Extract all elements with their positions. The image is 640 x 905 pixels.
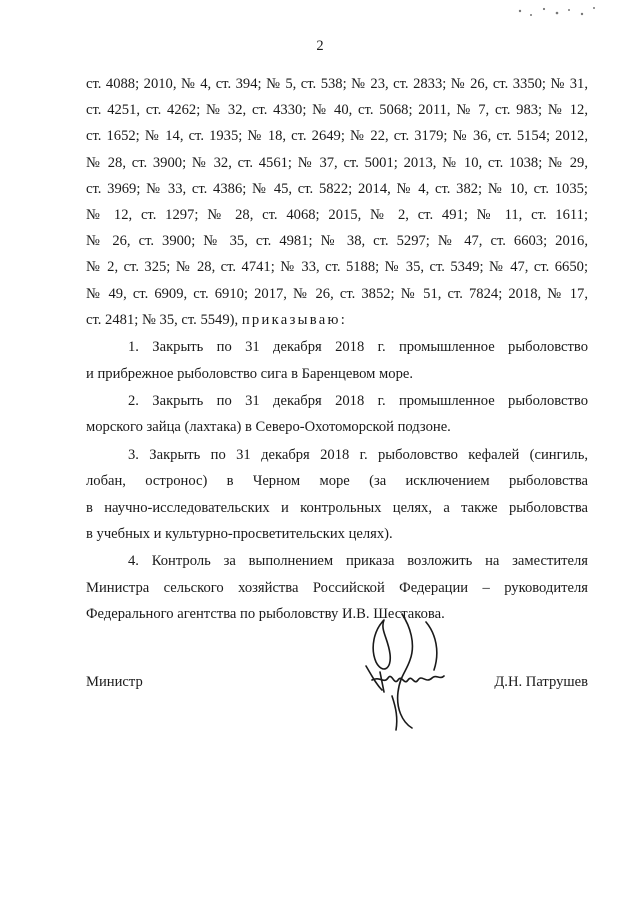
text-line: ст. 1652; № 14, ст. 1935; № 18, ст. 2649; № 22, ст. 3179; № 36, ст. 5154; 2012, (86, 128, 588, 145)
text-line: Федерального агентства по рыболовству И.В. Шестакова. (86, 605, 445, 622)
text-line: лобан, остронос) в Черном море (за исключением рыболовства (86, 473, 588, 490)
text-line: ст. 4251, ст. 4262; № 32, ст. 4330; № 40, ст. 5068; 2011, № 7, ст. 983; № 12, (86, 102, 588, 119)
text-line: ст. 4088; 2010, № 4, ст. 394; № 5, ст. 538; № 23, ст. 2833; № 26, ст. 3350; № 31, (86, 76, 588, 92)
item-first-line: 1. Закрыть по 31 декабря 2018 г. промышленное рыболовство (128, 339, 588, 356)
legal-references (86, 71, 588, 333)
order-word: приказываю (241, 311, 341, 328)
scan-specks (500, 2, 620, 24)
page-number: 2 (316, 38, 324, 54)
text-line: № 28, ст. 3900; № 32, ст. 4561; № 37, ст. 5001; 2013, № 10, ст. 1038; № 29, (86, 154, 588, 171)
signatory-name: Д.Н. Патрушев (494, 674, 588, 690)
position-label: Министр (86, 674, 143, 690)
item-first-line: 4. Контроль за выполнением приказа возложить на заместителя (128, 553, 588, 570)
item-first-line: 2. Закрыть по 31 декабря 2018 г. промышленное рыболовство (128, 393, 588, 410)
order-item-4 (86, 548, 588, 627)
references-tail: ст. 2481; № 35, ст. 5549), (86, 311, 242, 328)
order-body (86, 71, 588, 627)
text-line: в научно-исследовательских и контрольных целях, а также рыболовства (86, 499, 588, 516)
text-line: № 2, ст. 325; № 28, ст. 4741; № 33, ст. 5188; № 35, ст. 5349; № 47, ст. 6650; (86, 259, 588, 276)
text-line: и прибрежное рыболовство сига в Баренцевом море. (86, 365, 413, 382)
order-item-3 (86, 442, 588, 547)
item-first-line: 3. Закрыть по 31 декабря 2018 г. рыболовство кефалей (сингиль, (128, 447, 588, 464)
text-line: ст. 3969; № 33, ст. 4386; № 45, ст. 5822; 2014, № 4, ст. 382; № 10, ст. 1035; (86, 180, 588, 197)
order-line (86, 307, 588, 333)
text-line: № 12, ст. 1297; № 28, ст. 4068; 2015, № 2, ст. 491; № 11, ст. 1611; (86, 206, 588, 223)
text-line: № 49, ст. 6909, ст. 6910; 2017, № 26, ст. 3852; № 51, ст. 7824; 2018, № 17, (86, 285, 588, 302)
text-line: Министра сельского хозяйства Российской Федерации – руководителя (86, 579, 588, 596)
order-item-2 (86, 388, 588, 440)
order-item-1 (86, 334, 588, 386)
order-colon: : (340, 311, 345, 328)
text-line: № 26, ст. 3900; № 35, ст. 4981; № 38, ст. 5297; № 47, ст. 6603; 2016, (86, 233, 588, 250)
signature-block (86, 674, 588, 696)
text-line: морского зайца (лахтака) в Северо-Охотоморской подзоне. (86, 419, 451, 436)
text-line: в учебных и культурно-просветительских целях). (86, 525, 393, 542)
handwritten-signature (340, 600, 460, 740)
